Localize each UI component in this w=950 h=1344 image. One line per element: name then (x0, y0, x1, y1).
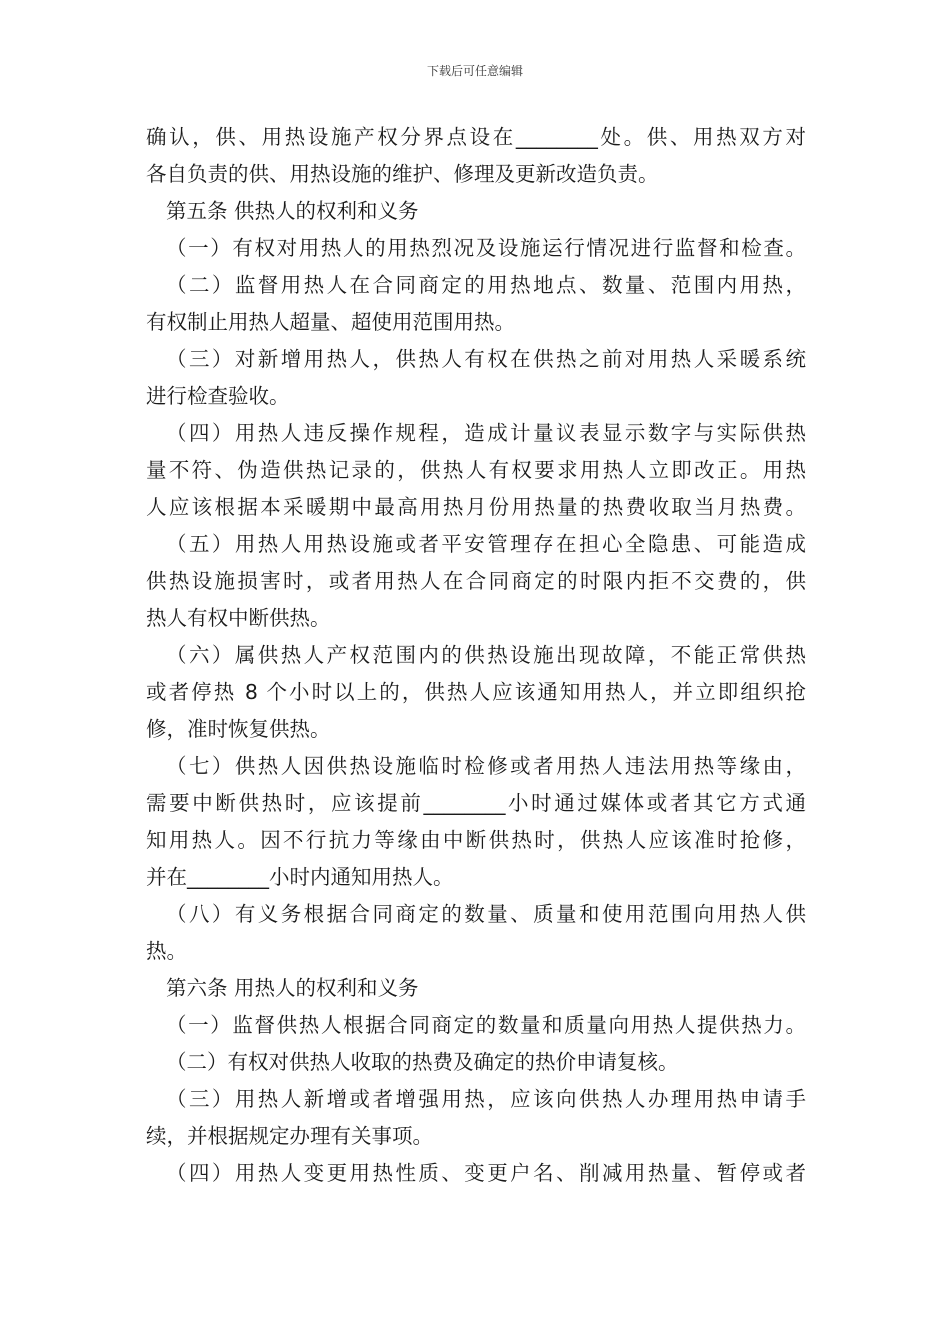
text-line: 人应该根据本采暖期中最高用热月份用热量的热费收取当月热费。 (146, 495, 806, 519)
text-line: （七）供热人因供热设施临时检修或者用热人违法用热等缘由， (166, 754, 806, 778)
text-line: 确认，供、用热设施产权分界点设在________处。供、用热双方对 (146, 125, 806, 149)
text-line: 需要中断供热时，应该提前________小时通过媒体或者其它方式通 (146, 791, 806, 815)
text-line: （三）对新增用热人，供热人有权在供热之前对用热人采暖系统 (166, 347, 806, 371)
text-line: （三）用热人新增或者增强用热，应该向供热人办理用热申请手 (166, 1087, 806, 1111)
text-line: 量不符、伪造供热记录的，供热人有权要求用热人立即改正。用热 (146, 458, 806, 482)
text-line: 供热设施损害时，或者用热人在合同商定的时限内拒不交费的，供 (146, 569, 806, 593)
text-line: （四）用热人违反操作规程，造成计量议表显示数字与实际供热 (166, 421, 806, 445)
page-header: 下载后可任意编辑 (426, 64, 523, 78)
text-line: （一）有权对用热人的用热烈况及设施运行情况进行监督和检查。 (166, 236, 806, 260)
text-line: 续，并根据规定办理有关事项。 (146, 1124, 433, 1148)
text-line: 有权制止用热人超量、超使用范围用热。 (146, 310, 515, 334)
text-line: 热。 (146, 939, 187, 963)
text-line: 知用热人。因不行抗力等缘由中断供热时，供热人应该准时抢修， (146, 828, 806, 852)
section-heading: 第六条 用热人的权利和义务 (166, 976, 419, 1000)
text-line: 进行检查验收。 (146, 384, 290, 408)
text-line: （八）有义务根据合同商定的数量、质量和使用范围向用热人供 (166, 902, 806, 926)
section-heading: 第五条 供热人的权利和义务 (166, 199, 419, 223)
text-line: 或者停热 8 个小时以上的，供热人应该通知用热人，并立即组织抢 (146, 680, 806, 704)
text-line: （二）有权对供热人收取的热费及确定的热价申请复核。 (166, 1050, 679, 1074)
text-line: 修，准时恢复供热。 (146, 717, 331, 741)
document-body (146, 119, 806, 1192)
text-line: （四）用热人变更用热性质、变更户名、削减用热量、暂停或者 (166, 1161, 806, 1185)
text-line: （一）监督供热人根据合同商定的数量和质量向用热人提供热力。 (166, 1013, 806, 1037)
text-line: （二）监督用热人在合同商定的用热地点、数量、范围内用热， (166, 273, 806, 297)
text-line: （五）用热人用热设施或者平安管理存在担心全隐患、可能造成 (166, 532, 806, 556)
text-line: （六）属供热人产权范围内的供热设施出现故障，不能正常供热 (166, 643, 806, 667)
text-line: 各自负责的供、用热设施的维护、修理及更新改造负责。 (146, 162, 659, 186)
text-line: 热人有权中断供热。 (146, 606, 331, 630)
text-line: 并在________小时内通知用热人。 (146, 865, 454, 889)
